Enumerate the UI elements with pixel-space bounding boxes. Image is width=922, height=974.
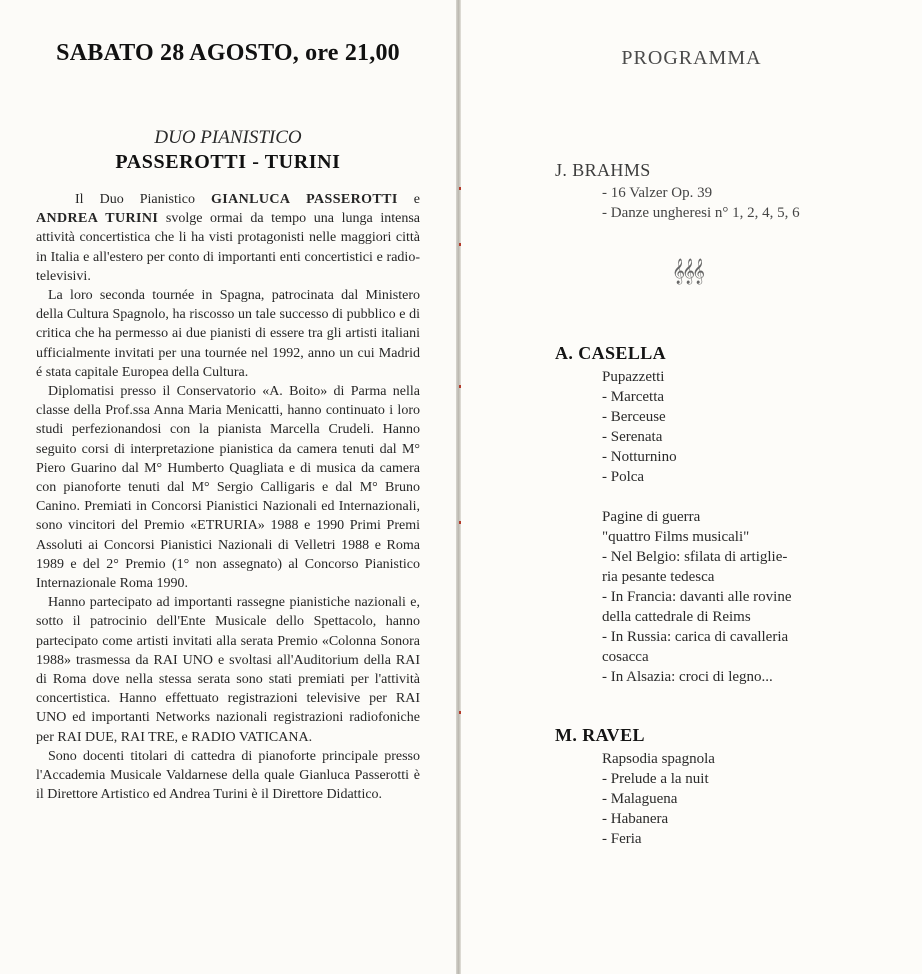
bio-paragraph-1 <box>36 190 420 286</box>
bio-paragraph-2: La loro seconda tournée in Spagna, patrocinata dal Ministero della Cultura Spagnolo, ha riscosso un tale successo di pubblico e di critica che ha permesso ai due pianisti di essere tra gli artisti italiani ufficialmente invitati per una tournée nel 1992, anno un cui Madrid é stata capitale Europea della Cultura. <box>36 288 420 380</box>
work-item: ria pesante tedesca <box>602 569 715 585</box>
work-item: - Nel Belgio: sfilata di artiglie- <box>602 549 788 565</box>
event-date: SABATO 28 AGOSTO, ore 21,00 <box>56 40 400 66</box>
programma-heading: PROGRAMMA <box>621 47 762 69</box>
work-item: della cattedrale di Reims <box>602 609 751 625</box>
work-item: Pagine di guerra <box>602 509 701 525</box>
work-item: - Marcetta <box>602 389 665 405</box>
work-item: - In Russia: carica di cavalleria <box>602 629 789 645</box>
work-item: - Danze ungheresi n° 1, 2, 4, 5, 6 <box>602 205 800 221</box>
biography-text <box>36 190 420 805</box>
composer-ravel: M. RAVEL <box>555 725 645 745</box>
composer-brahms: J. BRAHMS <box>555 160 651 180</box>
work-item: "quattro Films musicali" <box>602 529 750 545</box>
bio-paragraph-5: Sono docenti titolari di cattedra di pianoforte principale presso l'Accademia Musicale Valdarnese della quale Gianluca Passerotti è il Direttore Artistico ed Andrea Turini è il Direttore Didattico. <box>36 748 420 803</box>
work-item: - Polca <box>602 469 645 485</box>
composer-casella: A. CASELLA <box>555 343 667 363</box>
work-item: - Berceuse <box>602 409 666 425</box>
work-item: - Serenata <box>602 429 663 445</box>
work-item: Rapsodia spagnola <box>602 751 715 767</box>
work-item: - Feria <box>602 831 642 847</box>
work-item: Pupazzetti <box>602 369 665 385</box>
bio-name-turini: ANDREA TURINI <box>36 211 159 227</box>
work-item: - Notturnino <box>602 449 677 465</box>
bio-p1-end: svolge ormai da tempo una lunga intensa attività concertistica che li ha visti protagonisti nelle maggiori città in Italia e all'estero per conto di importanti enti concertistici e radio-televisivi. <box>36 211 420 284</box>
ensemble-names: PASSEROTTI - TURINI <box>115 151 341 173</box>
work-item: - In Alsazia: croci di legno... <box>602 669 773 685</box>
bio-paragraph-3: Diplomatisi presso il Conservatorio «A. Boito» di Parma nella classe della Prof.ssa Anna Maria Menicatti, hanno continuato i loro studi perfezionandosi con la pianista Marcella Crudeli. Hanno seguito corsi di interpretazione pianistica da camera tenuti dal M° Piero Guarino dal M° Humberto Quagliata e di musica da camera con pianoforte tenuti dal M° Sergio Calligaris e dal M° Bruno Canino. Premiati in Concorsi Pianistici Nazionali ed Internazionali, sono vincitori del Premio «ETRURIA» 1988 e 1990 Primi Premi Assoluti ai Concorsi Pianistici Nazionali di Velletri 1988 e Roma 1989 e del 2° Premio (1° non assegnato) al Concorso Pianistico Internazionale Roma 1990. <box>36 384 420 592</box>
work-item: cosacca <box>602 649 649 665</box>
bio-p1-mid: e <box>397 192 420 207</box>
work-item: - In Francia: davanti alle rovine <box>602 589 792 605</box>
work-item: - Habanera <box>602 811 669 827</box>
work-item: - Prelude a la nuit <box>602 771 709 787</box>
casella-pagine-di-guerra <box>602 507 792 687</box>
ensemble-subtitle: DUO PIANISTICO <box>154 127 302 148</box>
bio-p1-start: Il Duo Pianistico <box>75 192 211 207</box>
bio-paragraph-4: Hanno partecipato ad importanti rassegne pianistiche nazionali e, sotto il patrocinio dell'Ente Musicale dello Spettacolo, hanno partecipato come artisti invitati alla serata Premio «Colonna Sonora 1988» trasmessa da RAI UNO e svoltasi all'Auditorium della RAI di Roma dove nella stessa serata sono stati premiati per l'attività concertistica. Hanno effettuato registrazioni televisive per RAI UNO ed importanti Networks nazionali registrazioni radiofoniche per RAI DUE, RAI TRE, e RADIO VATICANA. <box>36 595 420 745</box>
brahms-works <box>602 183 800 223</box>
work-item: - Malaguena <box>602 791 678 807</box>
casella-pupazzetti <box>602 367 677 487</box>
left-page <box>0 0 456 974</box>
work-item: - 16 Valzer Op. 39 <box>602 185 713 201</box>
ravel-works <box>602 749 715 849</box>
treble-clef-ornament-icon: 𝄞𝄞𝄞 <box>672 258 703 283</box>
bio-name-passerotti: GIANLUCA PASSEROTTI <box>211 192 398 207</box>
